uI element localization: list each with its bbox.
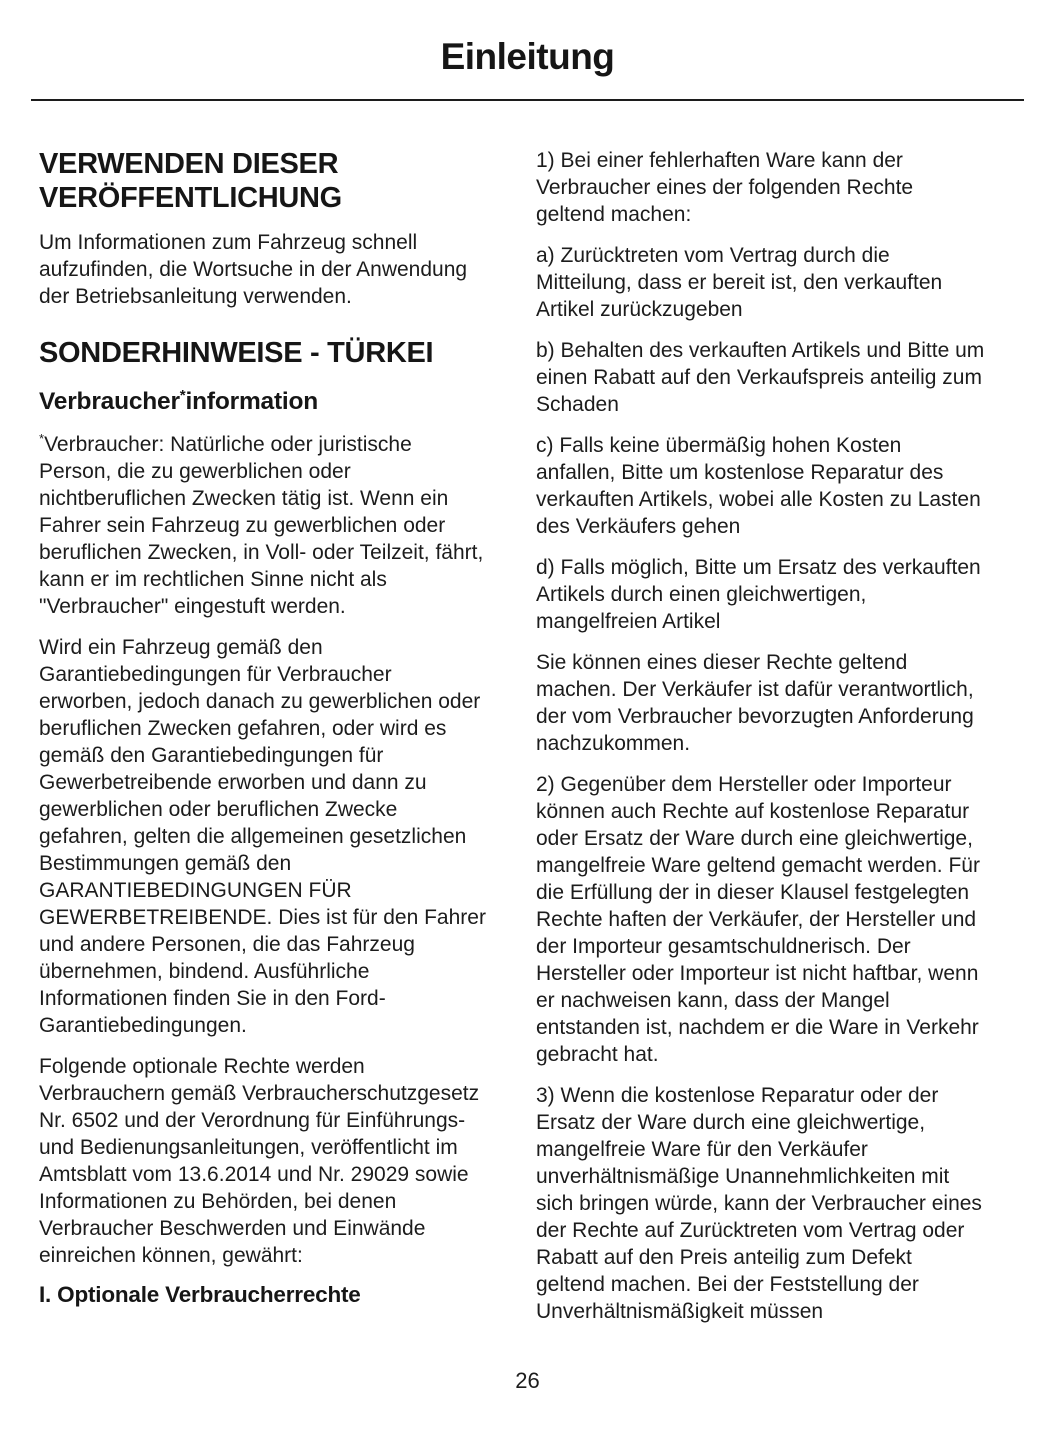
- paragraph-right-2: 2) Gegenüber dem Hersteller oder Importeur können auch Rechte auf kostenlose Reparatur oder Ersatz der Ware durch eine gleichwertige, mangelfreie Ware geltend gemacht werden. Für die Erfüllung der in dieser Klausel festgelegten Rechte haften der Verkäufer, der Hersteller und der Importeur gesamtschuldnerisch. Der Hersteller oder Importeur ist nicht haftbar, wenn er nachweisen kann, dass der Mangel entstanden ist, nachdem er die Ware in Verkehr gebracht hat.: [536, 773, 980, 1066]
- title-divider: [31, 99, 1024, 101]
- column-right: [536, 147, 985, 1325]
- page-number: 26: [515, 1368, 540, 1393]
- sub-heading-base: Verbraucher: [39, 388, 180, 415]
- paragraph-right-d: d) Falls möglich, Bitte um Ersatz des verkauften Artikels durch einen gleichwertigen, mangelfreien Artikel: [536, 556, 981, 633]
- paragraph-intro: Um Informationen zum Fahrzeug schnell aufzufinden, die Wortsuche in der Anwendung der Betriebsanleitung verwenden.: [39, 231, 468, 308]
- paragraph-right-c: c) Falls keine übermäßig hohen Kosten anfallen, Bitte um kostenlose Reparatur des verkauften Artikels, wobei alle Kosten zu Lasten des Verkäufers gehen: [536, 434, 981, 538]
- paragraph-right-1: 1) Bei einer fehlerhaften Ware kann der Verbraucher eines der folgenden Rechte geltend machen:: [536, 149, 914, 226]
- paragraph-right-b: b) Behalten des verkauften Artikels und Bitte um einen Rabatt auf den Verkaufspreis anteilig zum Schaden: [536, 339, 985, 416]
- section-heading-sonderhinweise: SONDERHINWEISE - TÜRKEI: [39, 337, 434, 369]
- paragraph-warranty: Wird ein Fahrzeug gemäß den Garantiebedingungen für Verbraucher erworben, jedoch danach zu gewerblichen oder beruflichen Zwecken gefahren, oder wird es gemäß den Garantiebedingungen für Gewerbetreibende erworben und dann zu gewerblichen oder beruflichen Zwecke gefahren, gelten die allgemeinen gesetzlichen Bestimmungen gemäß den GARANTIEBEDINGUNGEN FÜR GEWERBETREIBENDE. Dies ist für den Fahrer und andere Personen, die das Fahrzeug übernehmen, bindend. Ausführliche Informationen finden Sie in den Ford-Garantiebedingungen.: [39, 636, 486, 1037]
- column-left: [39, 147, 488, 1308]
- paragraph-right-3: 3) Wenn die kostenlose Reparatur oder der Ersatz der Ware durch eine gleichwertige, mangelfreie Ware für den Verkäufer unverhältnismäßige Unannehmlichkeiten mit sich bringen würde, kann der Verbraucher eines der Rechte auf Zurücktreten vom Vertrag oder Rabatt auf den Preis anteilig zum Defekt geltend machen. Bei der Feststellung der Unverhältnismäßigkeit müssen: [536, 1084, 982, 1323]
- sub-heading-verbraucherinformation: [39, 387, 488, 417]
- paragraph-right-choice: Sie können eines dieser Rechte geltend machen. Der Verkäufer ist dafür verantwortlich, der vom Verbraucher bevorzugten Anforderung nachzukommen.: [536, 651, 974, 755]
- paragraph-right-a: a) Zurücktreten vom Vertrag durch die Mitteilung, dass er bereit ist, den verkauften Artikel zurückzugeben: [536, 244, 943, 321]
- section-heading-verwenden: VERWENDEN DIESER VERÖFFENTLICHUNG: [39, 148, 342, 214]
- footnote-asterisk: *: [39, 431, 45, 446]
- paragraph-definition-text: Verbraucher: Natürliche oder juristische Person, die zu gewerblichen oder nichtberuflichen Zwecken tätig ist. Wenn ein Fahrer sein Fahrzeug zu gewerblichen oder beruflichen Zwecken, in Voll- oder Teilzeit, fährt, kann er im rechtlichen Sinne nicht als "Verbraucher" eingestuft werden.: [39, 433, 484, 618]
- list-heading-optionale-verbraucherrechte: I. Optionale Verbraucherrechte: [39, 1282, 361, 1307]
- footnote-asterisk: *: [179, 386, 186, 404]
- page-title: Einleitung: [440, 36, 615, 77]
- paragraph-optional-rights: Folgende optionale Rechte werden Verbrauchern gemäß Verbraucherschutzgesetz Nr. 6502 und der Verordnung für Einführungs- und Bedienungsanleitungen, veröffentlicht im Amtsblatt vom 13.6.2014 und Nr. 29029 sowie Informationen zu Behörden, bei denen Verbraucher Beschwerden und Einwände einreichen können, gewährt:: [39, 1055, 480, 1267]
- paragraph-definition: [39, 431, 488, 620]
- sub-heading-rest: information: [185, 388, 319, 415]
